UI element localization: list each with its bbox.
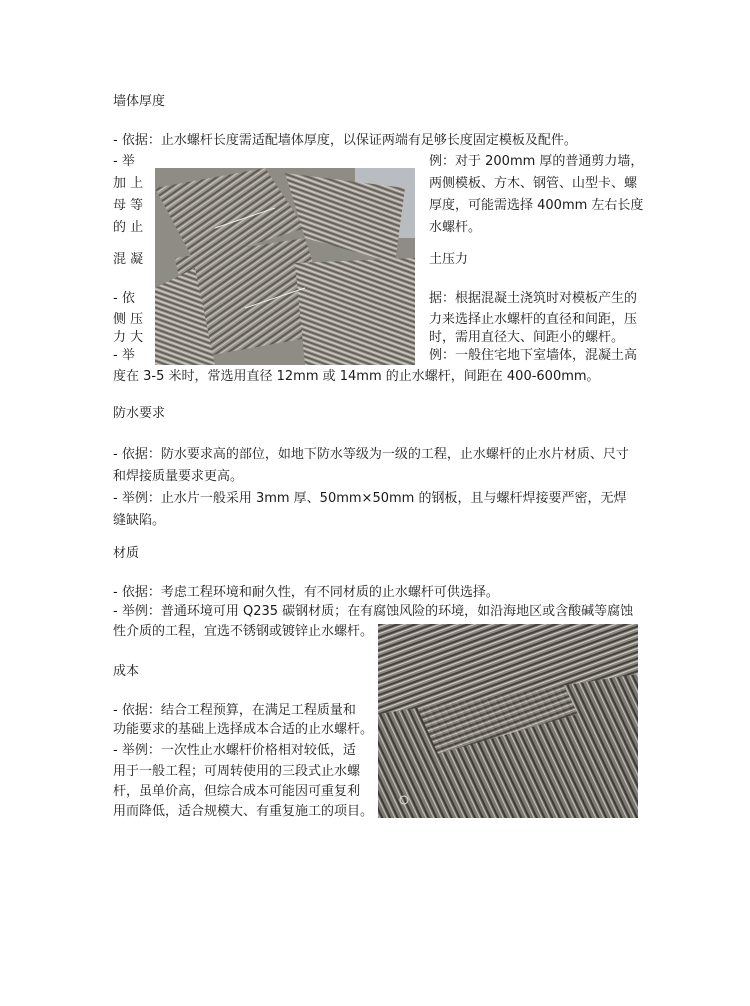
heading-material: 材质 [113,546,140,561]
heading-waterproof: 防水要求 [113,406,166,421]
material-example-line1: - 举例：普通环境可用 Q235 碳钢材质；在有腐蚀风险的环境，如沿海地区或含酸碱等腐蚀 [113,604,634,619]
heading-wall-thickness: 墙体厚度 [113,94,166,109]
wall-line4-right: 水螺杆。 [429,220,482,235]
wall-line2-right: 两侧模板、方木、钢管、山型卡、螺 [429,176,638,191]
heading-concrete-left: 混 凝 [113,252,144,267]
concrete-basis-2-left: 侧 压 [113,312,144,327]
concrete-basis-2-right: 力来选择止水螺杆的直径和间距，压 [429,312,638,327]
heading-cost: 成本 [113,664,140,679]
cost-basis-line1: - 依据：结合工程预算，在满足工程质量和 [113,703,356,718]
material-basis: - 依据：考虑工程环境和耐久性，有不同材质的止水螺杆可供选择。 [113,585,499,600]
wall-example-prefix: - 举 [113,154,135,169]
rebar-bundles-photo-2 [378,624,638,818]
concrete-basis-3-right: 时，需用直径大、间距小的螺杆。 [429,330,625,345]
concrete-basis-1-left: - 依 [113,291,135,306]
concrete-example-1-left: - 举 [113,348,135,363]
wall-line2-left: 加 上 [113,176,144,191]
cost-example-line3: 杆，虽单价高，但综合成本可能因可重复利 [113,784,361,799]
wall-line3-left: 母 等 [113,198,144,213]
material-example-line2: 性介质的工程，宜选不锈钢或镀锌止水螺杆。 [113,624,374,639]
waterproof-basis: - 依据：防水要求高的部位，如地下防水等级为一级的工程，止水螺杆的止水片材质、尺寸和焊接质量要求更高。 [113,447,629,484]
concrete-example-2: 度在 3-5 米时，常选用直径 12mm 或 14mm 的止水螺杆，间距在 400-600mm。 [113,369,600,384]
wall-line3-right: 厚度，可能需选择 400mm 左右长度 [429,198,644,213]
rebar-bundles-photo-1 [155,168,415,365]
cost-example-line4: 用而降低，适合规模大、有重复施工的项目。 [113,804,374,819]
wall-basis: - 依据：止水螺杆长度需适配墙体厚度，以保证两端有足够长度固定模板及配件。 [113,133,577,148]
wall-example-text: 例：对于 200mm 厚的普通剪力墙， [429,154,644,169]
wall-line4-left: 的 止 [113,220,144,235]
waterproof-example: - 举例：止水片一般采用 3mm 厚、50mm×50mm 的钢板，且与螺杆焊接要严密，无焊缝缺陷。 [113,491,627,528]
heading-concrete-right: 土压力 [429,252,469,267]
concrete-basis-1-right: 据：根据混凝土浇筑时对模板产生的 [429,291,638,306]
cost-example-line2: 用于一般工程；可周转使用的三段式止水螺 [113,764,361,779]
cost-example-line1: - 举例：一次性止水螺杆价格相对较低，适 [113,743,356,758]
concrete-basis-3-left: 力 大 [113,330,144,345]
concrete-example-1-right: 例：一般住宅地下室墙体，混凝土高 [429,348,638,363]
cost-basis-line2: 功能要求的基础上选择成本合适的止水螺杆。 [113,722,374,737]
